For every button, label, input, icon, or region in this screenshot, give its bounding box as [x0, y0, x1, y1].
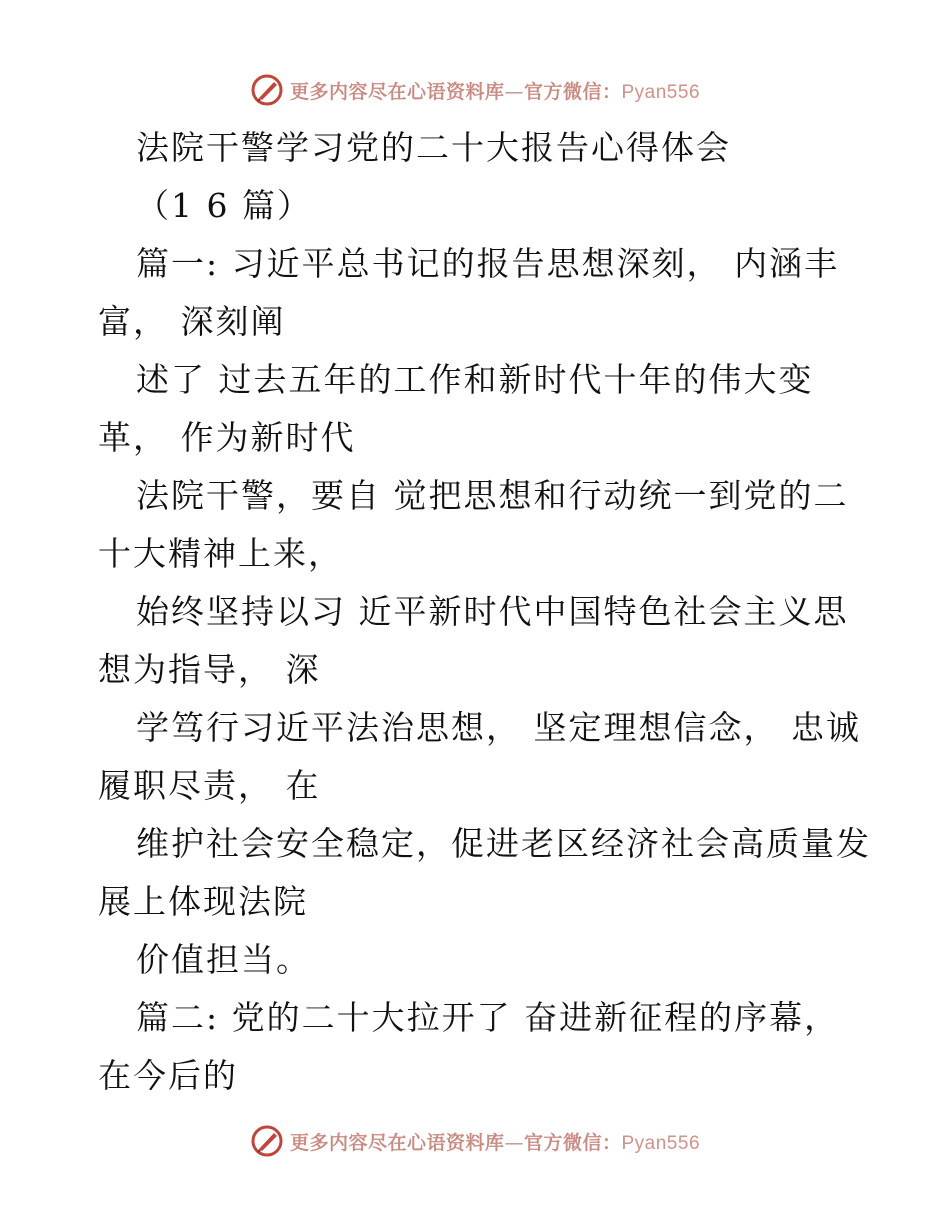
- watermark-main: 更多内容尽在心语资料库: [289, 80, 505, 103]
- text-line: 篇二: 党的二十大拉开了 奋进新征程的序幕，: [136, 998, 840, 1037]
- text-line: 法院干警，要自 觉把思想和行动统一到党的二: [136, 476, 849, 515]
- text-line: 革， 作为新时代: [98, 418, 356, 457]
- header-watermark: [0, 70, 950, 110]
- text-line: 篇一: 习近平总书记的报告思想深刻， 内涵丰: [136, 244, 840, 283]
- text-line: 在今后的: [98, 1056, 238, 1095]
- watermark-id: Pyan556: [621, 81, 701, 103]
- watermark-text: [290, 77, 700, 104]
- text-line: 展上体现法院: [98, 882, 308, 921]
- text-line: 十大精神上来，: [98, 534, 343, 573]
- document-title: 法院干警学习党的二十大报告心得体会: [136, 128, 731, 167]
- watermark-account: 官方微信：: [523, 1131, 622, 1154]
- watermark-separator: —: [504, 1131, 524, 1154]
- document-subtitle: （1 6 篇）: [136, 186, 312, 225]
- watermark-id: Pyan556: [621, 1132, 701, 1154]
- watermark-main: 更多内容尽在心语资料库: [289, 1131, 505, 1154]
- text-line: 履职尽责， 在: [98, 766, 321, 805]
- text-line: 富， 深刻阐: [98, 302, 286, 341]
- pen-logo-icon: [250, 73, 284, 107]
- text-line: 学笃行习近平法治思想， 坚定理想信念， 忠诚: [136, 708, 861, 747]
- text-line: 述了 过去五年的工作和新时代十年的伟大变: [136, 360, 814, 399]
- pen-logo-icon: [250, 1124, 284, 1158]
- text-line: 价值担当。: [136, 940, 311, 979]
- watermark-account: 官方微信：: [523, 80, 622, 103]
- watermark-separator: —: [504, 80, 524, 103]
- text-line: 始终坚持以习 近平新时代中国特色社会主义思: [136, 592, 849, 631]
- watermark-text: [290, 1128, 700, 1155]
- text-line: 想为指导， 深: [98, 650, 321, 689]
- text-line: 维护社会安全稳定，促进老区经济社会高质量发: [136, 824, 871, 863]
- footer-watermark: [0, 1121, 950, 1161]
